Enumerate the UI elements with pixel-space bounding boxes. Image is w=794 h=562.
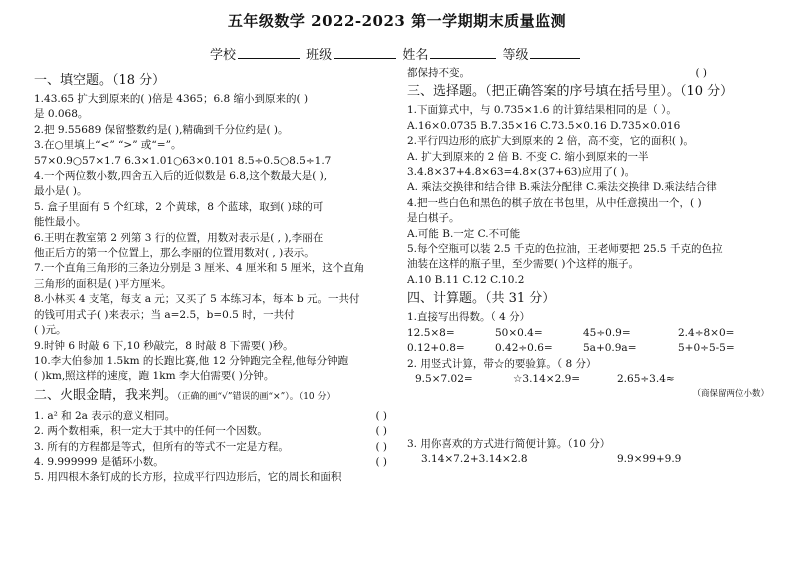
name-blank[interactable]	[430, 46, 496, 59]
judge-item	[34, 455, 389, 470]
answer-parens[interactable]: ( )	[695, 67, 707, 79]
calc-item: 5a+0.9a=	[583, 342, 637, 355]
rounding-note: （商保留两位小数）	[692, 389, 769, 400]
judge-text: 4. 9.999999 是循环小数。	[34, 455, 164, 468]
calc-item: 2.4÷8×0=	[678, 326, 735, 339]
q4-line-1: 4.一个两位数小数,四舍五入后的近似数是 6.8,这个数最大是( ),	[34, 170, 328, 183]
answer-parens[interactable]: ( )	[375, 440, 387, 453]
answer-parens[interactable]: ( )	[375, 455, 387, 468]
calc-row	[407, 326, 777, 341]
calc-item: 0.42÷0.6=	[495, 342, 553, 355]
q8-line-2: 的钱可用式子( )来表示；当 a=2.5，b=0.5 时，一共付	[34, 308, 295, 321]
calc-item: 5+0÷5-5=	[678, 342, 735, 355]
section-fill-blank-heading: 一、填空题。（18 分）	[34, 73, 166, 88]
q7-line-2: 三角形的面积是( )平方厘米。	[34, 277, 172, 290]
calc-item: 2.65÷3.4≈	[617, 372, 675, 385]
section-judge-note: （正确的画“√”错误的画“×”）。（10 分）	[177, 391, 336, 402]
c1-options: A.16×0.0735 B.7.35×16 C.73.5×0.16 D.735×0.016	[407, 119, 681, 132]
right-column	[407, 66, 777, 468]
calc-item: 9.9×99+9.9	[617, 453, 682, 466]
c2-options: A. 扩大到原来的 2 倍 B. 不变 C. 缩小到原来的一半	[407, 150, 649, 163]
calc-part-2-title: 2. 用竖式计算，带☆的要验算。（ 8 分）	[407, 357, 597, 370]
name-label: 姓名	[402, 48, 429, 63]
judge-text: 1. a² 和 2a 表示的意义相同。	[34, 409, 176, 422]
judge-item	[34, 409, 389, 424]
judge-item-5-continued	[407, 66, 777, 81]
q6-line-1: 6.王明在教室第 2 列第 3 行的位置，用数对表示是( , ),李丽在	[34, 231, 324, 244]
section-calc-heading: 四、计算题。（共 31 分）	[407, 291, 556, 307]
calc-item: 3.14×7.2+3.14×2.8	[421, 453, 528, 466]
q8-line-1: 8.小林买 4 支笔，每支 a 元；又买了 5 本练习本，每本 b 元。一共付	[34, 293, 360, 306]
c2-line-1: 2.平行四边形的底扩大到原来的 2 倍，高不变，它的面积( )。	[407, 135, 694, 148]
section-judge-title: 二、火眼金睛，我来判。	[34, 387, 178, 403]
c4-line-2: 是白棋子。	[407, 212, 460, 225]
q5-line-2: 能性最小。	[34, 216, 87, 229]
q10-line-1: 10.李大伯参加 1.5km 的长跑比赛,他 12 分钟跑完全程,他每分钟跑	[34, 354, 349, 367]
judge-text: 3. 所有的方程都是等式，但所有的等式不一定是方程。	[34, 440, 289, 453]
judge-item	[34, 440, 389, 455]
answer-parens[interactable]: ( )	[375, 409, 387, 422]
q6-line-2: 他正后方的第一个位置上，那么李丽的位置用数对( , )表示。	[34, 247, 315, 260]
c4-line-1: 4.把一些白色和黑色的棋子放在书包里，从中任意摸出一个，( )	[407, 196, 702, 209]
grade-label: 等级	[502, 48, 529, 63]
q7-line-1: 7.一个直角三角形的三条边分别是 3 厘米、4 厘米和 5 厘米，这个直角	[34, 262, 365, 275]
judge-item	[34, 424, 389, 439]
school-blank[interactable]	[238, 46, 300, 59]
c3-options: A. 乘法交换律和结合律 B.乘法分配律 C.乘法交换律 D.乘法结合律	[407, 181, 717, 194]
calc-item: 45÷0.9=	[583, 326, 631, 339]
q10-line-2: ( )km,照这样的速度，跑 1km 李大伯需要( )分钟。	[34, 370, 275, 383]
section-choice-heading: 三、选择题。（把正确答案的序号填在括号里）。（10 分）	[407, 84, 734, 100]
q5-line-1: 5. 盒子里面有 5 个红球，2 个黄球，8 个蓝球，取到( )球的可	[34, 200, 324, 213]
c5-line-2: 油装在这样的瓶子里，至少需要( )个这样的瓶子。	[407, 258, 640, 271]
answer-parens[interactable]: ( )	[375, 425, 387, 438]
c4-options: A.可能 B.一定 C.不可能	[407, 227, 521, 240]
left-column	[34, 70, 389, 486]
exam-title: 五年级数学 2022-2023 第一学期期末质量监测	[227, 12, 567, 30]
c5-line-1: 5.每个空瓶可以装 2.5 千克的色拉油，王老师要把 25.5 千克的色拉	[407, 243, 723, 256]
calc-item: 12.5×8=	[407, 326, 455, 339]
q3-line-1: 3.在○里填上“<” “>” 或“=”。	[34, 139, 182, 152]
judge-item-5: 5. 用四根木条钉成的长方形，拉成平行四边形后，它的周长和面积	[34, 471, 342, 484]
calc-item: 9.5×7.02=	[415, 372, 473, 385]
q8-line-3: ( )元。	[34, 324, 67, 337]
class-label: 班级	[306, 48, 333, 63]
grade-blank[interactable]	[530, 46, 580, 59]
calc-item: ☆3.14×2.9=	[513, 372, 581, 385]
calc-part-1-title: 1.直接写出得数。（ 4 分）	[407, 311, 531, 324]
c5-options: A.10 B.11 C.12 C.10.2	[407, 273, 525, 286]
section-judge-heading	[34, 386, 389, 407]
q3-line-2: 57×0.9○57×1.7 6.3×1.01○63×0.101 8.5÷0.5○8.5÷1.7	[34, 154, 332, 167]
c1-line-1: 1.下面算式中，与 0.735×1.6 的计算结果相同的是（ ）。	[407, 104, 677, 117]
calc-row	[407, 372, 777, 387]
judge-text: 都保持不变。	[407, 67, 470, 79]
q9-line: 9.时钟 6 时敲 6 下,10 秒敲完，8 时敲 8 下需要( )秒。	[34, 339, 294, 352]
calc-item: 50×0.4=	[495, 326, 543, 339]
calc-part-3-title: 3. 用你喜欢的方式进行简便计算。（10 分）	[407, 437, 611, 450]
student-info-line	[210, 44, 582, 63]
judge-text: 2. 两个数相乘，积一定大于其中的任何一个因数。	[34, 425, 268, 438]
calc-row	[407, 341, 777, 356]
q2-line: 2.把 9.55689 保留整数约是( ),精确到千分位约是( )。	[34, 123, 289, 136]
school-label: 学校	[210, 48, 237, 63]
calc-item: 0.12+0.8=	[407, 342, 465, 355]
c3-line-1: 3.4.8×37+4.8×63=4.8×(37+63)应用了( )。	[407, 166, 636, 179]
q1-line-2: 是 0.068。	[34, 108, 89, 121]
calc-row	[407, 452, 777, 467]
q4-line-2: 最小是( )。	[34, 185, 88, 198]
class-blank[interactable]	[334, 46, 396, 59]
q1-line-1: 1.43.65 扩大到原来的( )倍是 4365；6.8 缩小到原来的( )	[34, 93, 309, 105]
